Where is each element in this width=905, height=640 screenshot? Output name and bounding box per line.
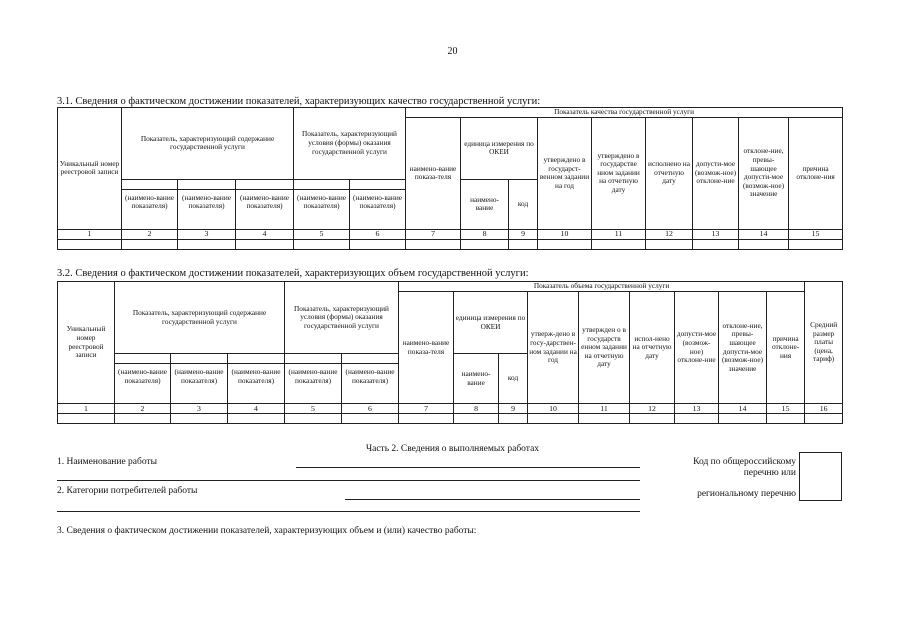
- section-3-work-heading: 3. Сведения о фактическом достижении показателей, характеризующих объем и (или) качество работы:: [57, 526, 477, 536]
- empty-cell[interactable]: [115, 414, 171, 424]
- col-condition-indicator: Показатель, характеризующий условия (формы) оказания государственной услуги: [285, 282, 399, 354]
- col-done: испол-нено на отчетную дату: [630, 292, 675, 404]
- col-number: 5: [285, 404, 342, 414]
- col-number: 10: [538, 229, 592, 239]
- table-row: [58, 239, 843, 249]
- empty-cell[interactable]: [58, 239, 122, 249]
- col-number: 10: [528, 404, 579, 414]
- col-allowed-deviation: допусти-мое (возмож-ное) отклоне-ние: [675, 292, 719, 404]
- subcol-name: (наимено-вание показателя): [171, 354, 228, 404]
- subcol-name: (наимено-вание показателя): [285, 354, 342, 404]
- empty-cell[interactable]: [805, 414, 843, 424]
- empty-cell[interactable]: [528, 414, 579, 424]
- col-exceed-deviation: отклоне-ние, превы-шающее допусти-мое (возмож-ное) значение: [719, 292, 767, 404]
- subcol-name: (наимено-вание показателя): [228, 354, 285, 404]
- code-box[interactable]: [799, 452, 842, 501]
- empty-cell[interactable]: [509, 239, 538, 249]
- empty-cell[interactable]: [171, 414, 228, 424]
- col-number: 14: [719, 404, 767, 414]
- empty-cell[interactable]: [58, 414, 115, 424]
- col-indicator-name: наимено-вание показа-теля: [399, 292, 454, 404]
- col-measure-group: Показатель объема государственной услуги: [399, 282, 805, 292]
- subcol-name: (наимено-вание показателя): [342, 354, 399, 404]
- col-number: 1: [58, 404, 115, 414]
- empty-cell[interactable]: [342, 414, 399, 424]
- col-number: 5: [294, 229, 350, 239]
- col-number: 4: [228, 404, 285, 414]
- quality-table: [57, 107, 843, 250]
- col-number: 2: [115, 404, 171, 414]
- col-number: 11: [579, 404, 630, 414]
- col-unit: единица измерения по ОКЕИ: [454, 292, 528, 354]
- section-3-1-heading: 3.1. Сведения о фактическом достижении показателей, характеризующих качество государственной услуги:: [57, 96, 541, 107]
- empty-cell[interactable]: [739, 239, 789, 249]
- col-number: 13: [675, 404, 719, 414]
- work-name-line[interactable]: [296, 467, 640, 468]
- col-number: 7: [406, 229, 461, 239]
- empty-cell[interactable]: [675, 414, 719, 424]
- section-3-2-heading: 3.2. Сведения о фактическом достижении показателей, характеризующих объем государственной услуги:: [57, 268, 529, 279]
- empty-cell[interactable]: [767, 414, 805, 424]
- empty-cell[interactable]: [592, 239, 646, 249]
- empty-cell[interactable]: [406, 239, 461, 249]
- col-measure-group: Показатель качества государственной услуги: [406, 108, 843, 118]
- consumers-label: 2. Категории потребителей работы: [57, 486, 198, 496]
- subcol-name: (наимено-вание показателя): [294, 179, 350, 229]
- col-number: 6: [350, 229, 406, 239]
- col-content-indicator: Показатель, характеризующий содержание государственной услуги: [122, 108, 294, 180]
- col-number: 15: [789, 229, 843, 239]
- col-approved-task: утверждено в государст-венном задании на год: [538, 117, 592, 229]
- subcol-unit-code: код: [509, 179, 538, 229]
- col-unique-number: Уникальный номер реестровой записи: [58, 282, 115, 404]
- subcol-name: (наимено-вание показателя): [122, 179, 178, 229]
- col-number: 9: [509, 229, 538, 239]
- col-number: 8: [454, 404, 499, 414]
- col-unit: единица измерения по ОКЕИ: [461, 117, 538, 179]
- empty-cell[interactable]: [399, 414, 454, 424]
- col-reason: причина отклоне-ния: [789, 117, 843, 229]
- work-name-line-2[interactable]: [57, 480, 640, 481]
- col-number: 14: [739, 229, 789, 239]
- col-average-price: Средний размер платы (цена, тариф): [805, 282, 843, 404]
- col-number: 9: [499, 404, 528, 414]
- empty-cell[interactable]: [630, 414, 675, 424]
- col-number: 2: [122, 229, 178, 239]
- work-name-label: 1. Наименование работы: [57, 457, 158, 467]
- code-label-line-1: Код по общероссийскому: [693, 457, 796, 467]
- empty-cell[interactable]: [285, 414, 342, 424]
- col-number: 3: [171, 404, 228, 414]
- empty-cell[interactable]: [178, 239, 236, 249]
- col-exceed-deviation: отклоне-ние, превы-шающее допусти-мое (возмож-ное) значение: [739, 117, 789, 229]
- subcol-name: (наимено-вание показателя): [350, 179, 406, 229]
- empty-cell[interactable]: [122, 239, 178, 249]
- consumers-line-2[interactable]: [57, 511, 640, 512]
- col-number: 15: [767, 404, 805, 414]
- empty-cell[interactable]: [693, 239, 739, 249]
- consumers-line[interactable]: [345, 499, 640, 500]
- subcol-unit-name: наимено-вание: [461, 179, 509, 229]
- col-allowed-deviation: допусти-мое (возмож-ное) отклоне-ние: [693, 117, 739, 229]
- subcol-name: (наимено-вание показателя): [115, 354, 171, 404]
- col-reason: причина отклоне-ния: [767, 292, 805, 404]
- empty-cell[interactable]: [538, 239, 592, 249]
- subcol-name: (наимено-вание показателя): [236, 179, 294, 229]
- col-number: 6: [342, 404, 399, 414]
- col-number: 13: [693, 229, 739, 239]
- col-done: исполнено на отчетную дату: [646, 117, 693, 229]
- col-number: 7: [399, 404, 454, 414]
- col-number: 8: [461, 229, 509, 239]
- empty-cell[interactable]: [294, 239, 350, 249]
- subcol-unit-code: код: [499, 354, 528, 404]
- code-label-line-3: региональному перечню: [697, 489, 796, 499]
- empty-cell[interactable]: [350, 239, 406, 249]
- col-number: 12: [646, 229, 693, 239]
- col-indicator-name: наимено-вание показа-теля: [406, 117, 461, 229]
- col-unique-number: Уникальный номер реестровой записи: [58, 108, 122, 230]
- col-approved-date: утверждено в государстве нном задании на отчетную дату: [592, 117, 646, 229]
- volume-table: [57, 281, 843, 424]
- col-number: 12: [630, 404, 675, 414]
- col-content-indicator: Показатель, характеризующий содержание государственной услуги: [115, 282, 285, 354]
- part-2-title: Часть 2. Сведения о выполняемых работах: [365, 444, 540, 454]
- col-number: 1: [58, 229, 122, 239]
- col-number: 11: [592, 229, 646, 239]
- empty-cell[interactable]: [499, 414, 528, 424]
- col-number: 3: [178, 229, 236, 239]
- subcol-name: (наимено-вание показателя): [178, 179, 236, 229]
- empty-cell[interactable]: [228, 414, 285, 424]
- code-label-line-2: перечню или: [743, 468, 796, 478]
- col-approved-task: утверж-дено в госу-дарствен-ном задании на год: [528, 292, 579, 404]
- empty-cell[interactable]: [236, 239, 294, 249]
- empty-cell[interactable]: [789, 239, 843, 249]
- col-number: 16: [805, 404, 843, 414]
- empty-cell[interactable]: [646, 239, 693, 249]
- table-row: [58, 414, 843, 424]
- empty-cell[interactable]: [454, 414, 499, 424]
- page-number: 20: [447, 46, 458, 57]
- empty-cell[interactable]: [579, 414, 630, 424]
- empty-cell[interactable]: [461, 239, 509, 249]
- col-number: 4: [236, 229, 294, 239]
- col-condition-indicator: Показатель, характеризующий условия (формы) оказания государственной услуги: [294, 108, 406, 180]
- empty-cell[interactable]: [719, 414, 767, 424]
- subcol-unit-name: наимено-вание: [454, 354, 499, 404]
- col-approved-date: утвержден о в государств енном задании на отчетную дату: [579, 292, 630, 404]
